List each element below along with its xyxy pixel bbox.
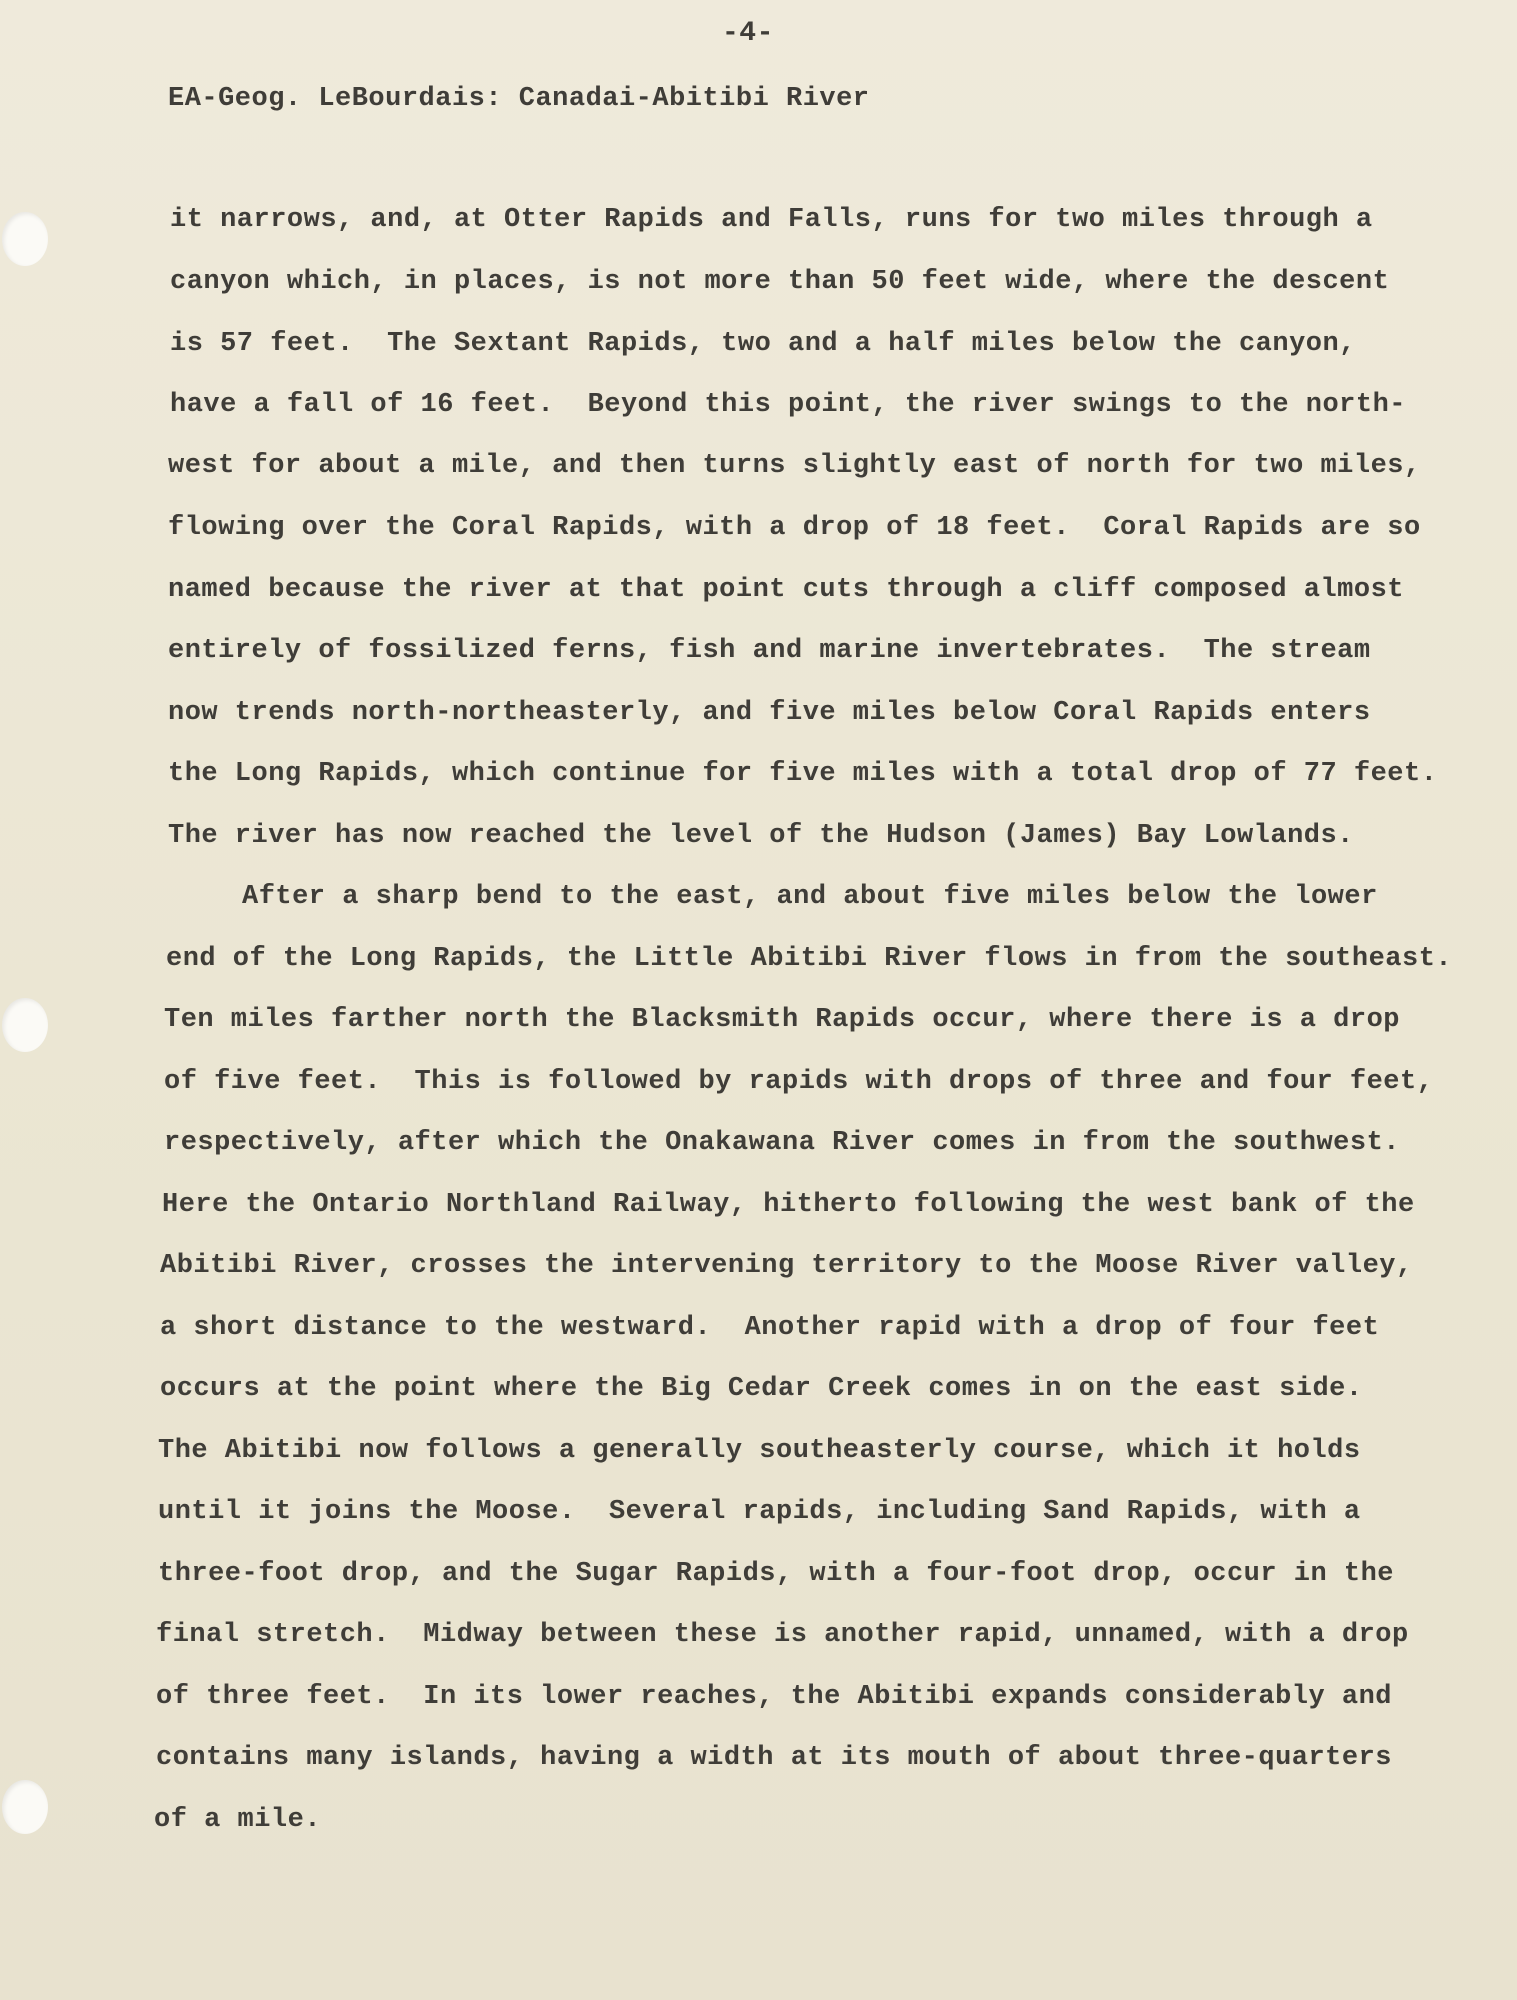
- paragraph-2-line: Here the Ontario Northland Railway, hitherto following the west bank of the: [162, 1190, 1415, 1220]
- punch-hole: [2, 998, 48, 1052]
- paragraph-2-line: respectively, after which the Onakawana River comes in from the southwest.: [164, 1128, 1400, 1158]
- paragraph-2-line: contains many islands, having a width at its mouth of about three-quarters: [156, 1743, 1392, 1773]
- paragraph-1-line: is 57 feet. The Sextant Rapids, two and a half miles below the canyon,: [170, 329, 1356, 359]
- punch-hole: [2, 212, 48, 266]
- paragraph-2-line: final stretch. Midway between these is another rapid, unnamed, with a drop: [156, 1620, 1409, 1650]
- paragraph-1-line: entirely of fossilized ferns, fish and marine invertebrates. The stream: [168, 636, 1371, 666]
- paragraph-1-line: now trends north-northeasterly, and five miles below Coral Rapids enters: [168, 698, 1371, 728]
- paragraph-1-line: it narrows, and, at Otter Rapids and Falls, runs for two miles through a: [170, 205, 1373, 235]
- paragraph-1-line: canyon which, in places, is not more than 50 feet wide, where the descent: [170, 267, 1390, 297]
- paragraph-2-line: three-foot drop, and the Sugar Rapids, with a four-foot drop, occur in the: [158, 1559, 1394, 1589]
- paragraph-2-line: Abitibi River, crosses the intervening territory to the Moose River valley,: [160, 1251, 1413, 1281]
- page-number: -4-: [722, 18, 774, 49]
- paragraph-2-line: of three feet. In its lower reaches, the Abitibi expands considerably and: [156, 1682, 1392, 1712]
- paragraph-1-line: The river has now reached the level of the Hudson (James) Bay Lowlands.: [168, 821, 1354, 851]
- paragraph-1-line: have a fall of 16 feet. Beyond this point, the river swings to the north-: [170, 390, 1406, 420]
- paragraph-2-line: Ten miles farther north the Blacksmith Rapids occur, where there is a drop: [164, 1005, 1400, 1035]
- paragraph-2-line: The Abitibi now follows a generally southeasterly course, which it holds: [158, 1436, 1361, 1466]
- paragraph-2-line: occurs at the point where the Big Cedar Creek comes in on the east side.: [160, 1374, 1363, 1404]
- paragraph-1-line: west for about a mile, and then turns slightly east of north for two miles,: [168, 451, 1421, 481]
- document-header: EA-Geog. LeBourdais: Canadai-Abitibi River: [168, 84, 870, 114]
- punch-hole: [2, 1780, 48, 1834]
- paragraph-2-line: of a mile.: [154, 1805, 322, 1835]
- paragraph-2-line: until it joins the Moose. Several rapids, including Sand Rapids, with a: [158, 1497, 1361, 1527]
- paragraph-2-line: a short distance to the westward. Another rapid with a drop of four feet: [160, 1313, 1380, 1343]
- paragraph-2-line: end of the Long Rapids, the Little Abitibi River flows in from the southeast.: [166, 944, 1453, 974]
- paragraph-1-line: the Long Rapids, which continue for five miles with a total drop of 77 feet.: [168, 759, 1438, 789]
- paragraph-2-line: of five feet. This is followed by rapids with drops of three and four feet,: [164, 1067, 1434, 1097]
- paragraph-1-line: named because the river at that point cuts through a cliff composed almost: [168, 575, 1404, 605]
- paragraph-2-line: After a sharp bend to the east, and about five miles below the lower: [242, 882, 1378, 912]
- paragraph-1-line: flowing over the Coral Rapids, with a drop of 18 feet. Coral Rapids are so: [168, 513, 1421, 543]
